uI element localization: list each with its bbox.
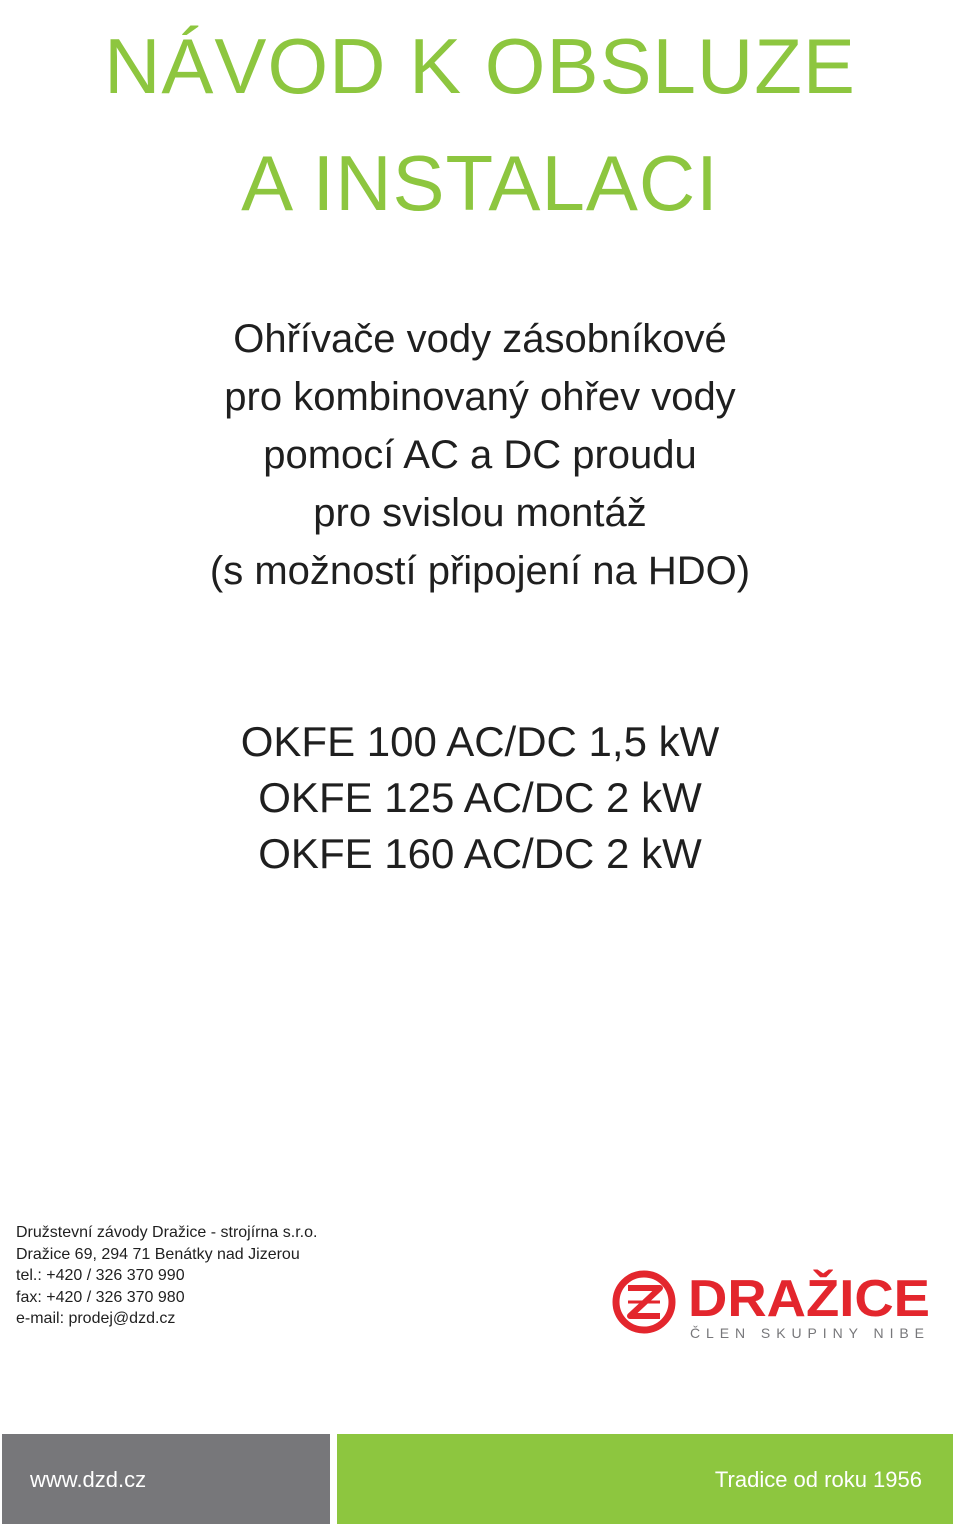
company-name: Družstevní závody Dražice - strojírna s.r.o. xyxy=(16,1224,318,1241)
model-list xyxy=(0,714,960,882)
document-title-line-2: A INSTALACI xyxy=(241,139,719,227)
logo-brand-text: DRAŽICE xyxy=(688,1270,920,1328)
model-item: OKFE 125 AC/DC 2 kW xyxy=(258,774,702,821)
model-item: OKFE 160 AC/DC 2 kW xyxy=(258,830,702,877)
logo-tagline-text: ČLEN SKUPINY NIBE xyxy=(690,1325,928,1341)
product-description-line: Ohřívače vody zásobníkové xyxy=(233,317,727,361)
company-address: Dražice 69, 294 71 Benátky nad Jizerou xyxy=(16,1245,300,1263)
product-description-line: pomocí AC a DC proudu xyxy=(263,433,697,477)
contact-block xyxy=(16,1222,317,1330)
model-item: OKFE 100 AC/DC 1,5 kW xyxy=(240,718,720,765)
document-title-line-1: NÁVOD K OBSLUZE xyxy=(104,22,856,110)
drazice-emblem-icon xyxy=(616,1274,672,1330)
company-phone: tel.: +420 / 326 370 990 xyxy=(16,1267,185,1284)
product-description-line: pro svislou montáž xyxy=(313,491,647,535)
drazice-logo xyxy=(610,1266,932,1342)
company-email: e-mail: prodej@dzd.cz xyxy=(16,1310,176,1327)
company-fax: fax: +420 / 326 370 980 xyxy=(16,1288,185,1306)
product-description xyxy=(0,310,960,600)
footer-tagline: Tradice od roku 1956 xyxy=(714,1467,922,1492)
footer-website-link[interactable]: www.dzd.cz xyxy=(30,1467,147,1492)
document-title xyxy=(0,8,960,242)
product-description-line: pro kombinovaný ohřev vody xyxy=(224,375,736,419)
product-description-line: (s možností připojení na HDO) xyxy=(209,549,751,593)
